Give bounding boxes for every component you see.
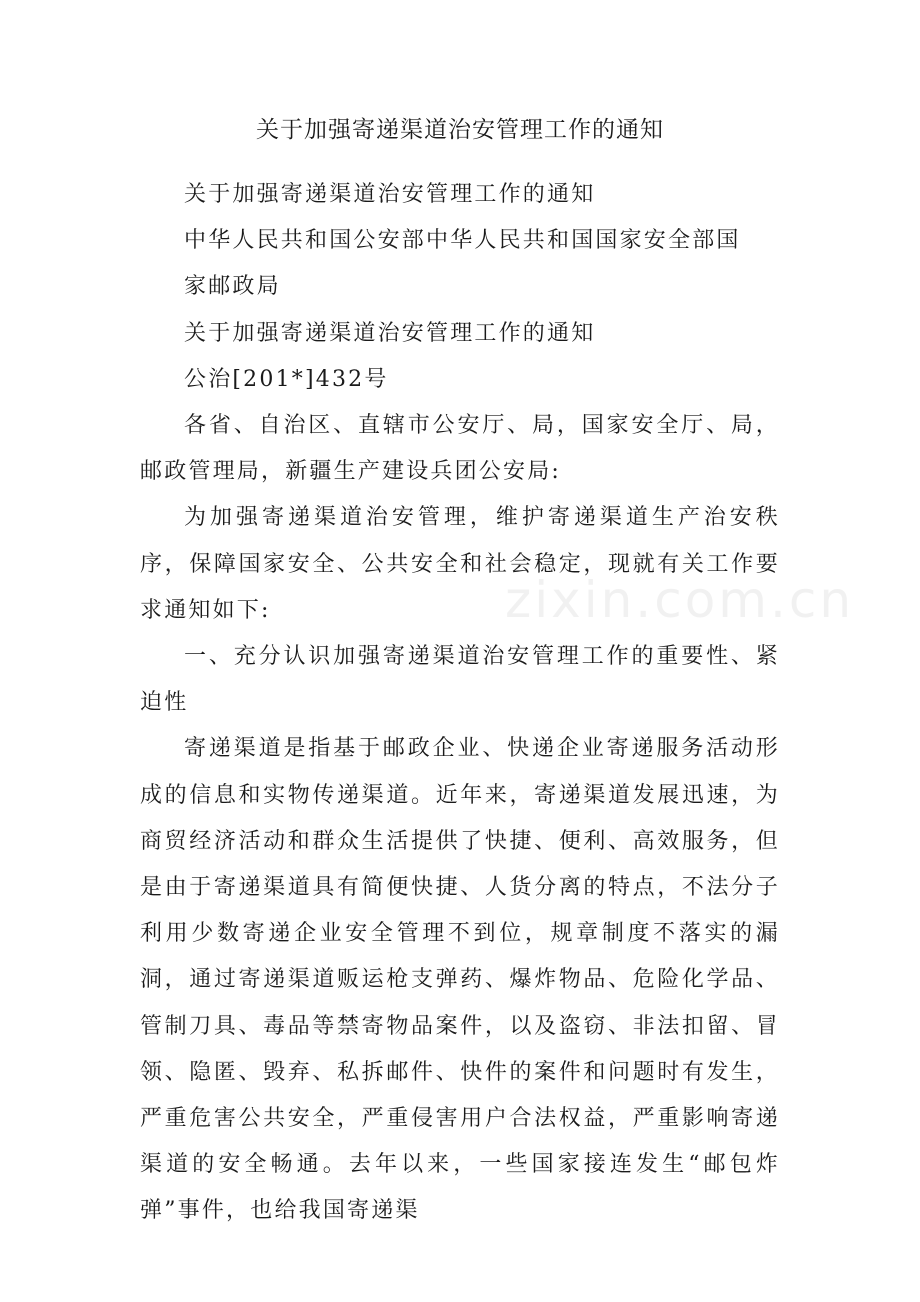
document-title: 关于加强寄递渠道治安管理工作的通知	[256, 117, 664, 143]
section-heading-1: 一、充分认识加强寄递渠道治安管理工作的重要性、紧迫性	[140, 644, 780, 716]
document-body	[140, 172, 780, 1235]
paragraph-recipients: 各省、自治区、直辖市公安厅、局，国家安全厅、局，邮政管理局，新疆生产建设兵团公安局:	[140, 413, 780, 485]
watermark-text: zixin.com.cn	[505, 571, 855, 629]
paragraph-subtitle: 关于加强寄递渠道治安管理工作的通知	[184, 182, 596, 207]
paragraph-issuers: 中华人民共和国公安部中华人民共和国国家安全部国	[184, 228, 741, 254]
paragraph-issuers-continued: 家邮政局	[184, 274, 281, 300]
paragraph-notice-title: 关于加强寄递渠道治安管理工作的通知	[184, 320, 596, 346]
paragraph-document-number: 公治[201*]432号	[184, 366, 389, 392]
paragraph-intro: 为加强寄递渠道治安管理，维护寄递渠道生产治安秩序，保障国家安全、公共安全和社会稳定，现就有关工作要求通知如下:	[140, 505, 780, 623]
paragraph-body-1: 寄递渠道是指基于邮政企业、快递企业寄递服务活动形成的信息和实物传递渠道。近年来，寄递渠道发展迅速，为商贸经济活动和群众生活提供了快捷、便利、高效服务，但是由于寄递渠道具有简便快捷、人货分离的特点，不法分子利用少数寄递企业安全管理不到位，规章制度不落实的漏洞，通过寄递渠道贩运枪支弹药、爆炸物品、危险化学品、管制刀具、毒品等禁寄物品案件，以及盗窃、非法扣留、冒领、隐匿、毁弃、私拆邮件、快件的案件和问题时有发生，严重危害公共安全，严重侵害用户合法权益，严重影响寄递渠道的安全畅通。去年以来，一些国家接连发生“邮包炸弹”事件，也给我国寄递渠	[140, 736, 780, 1224]
